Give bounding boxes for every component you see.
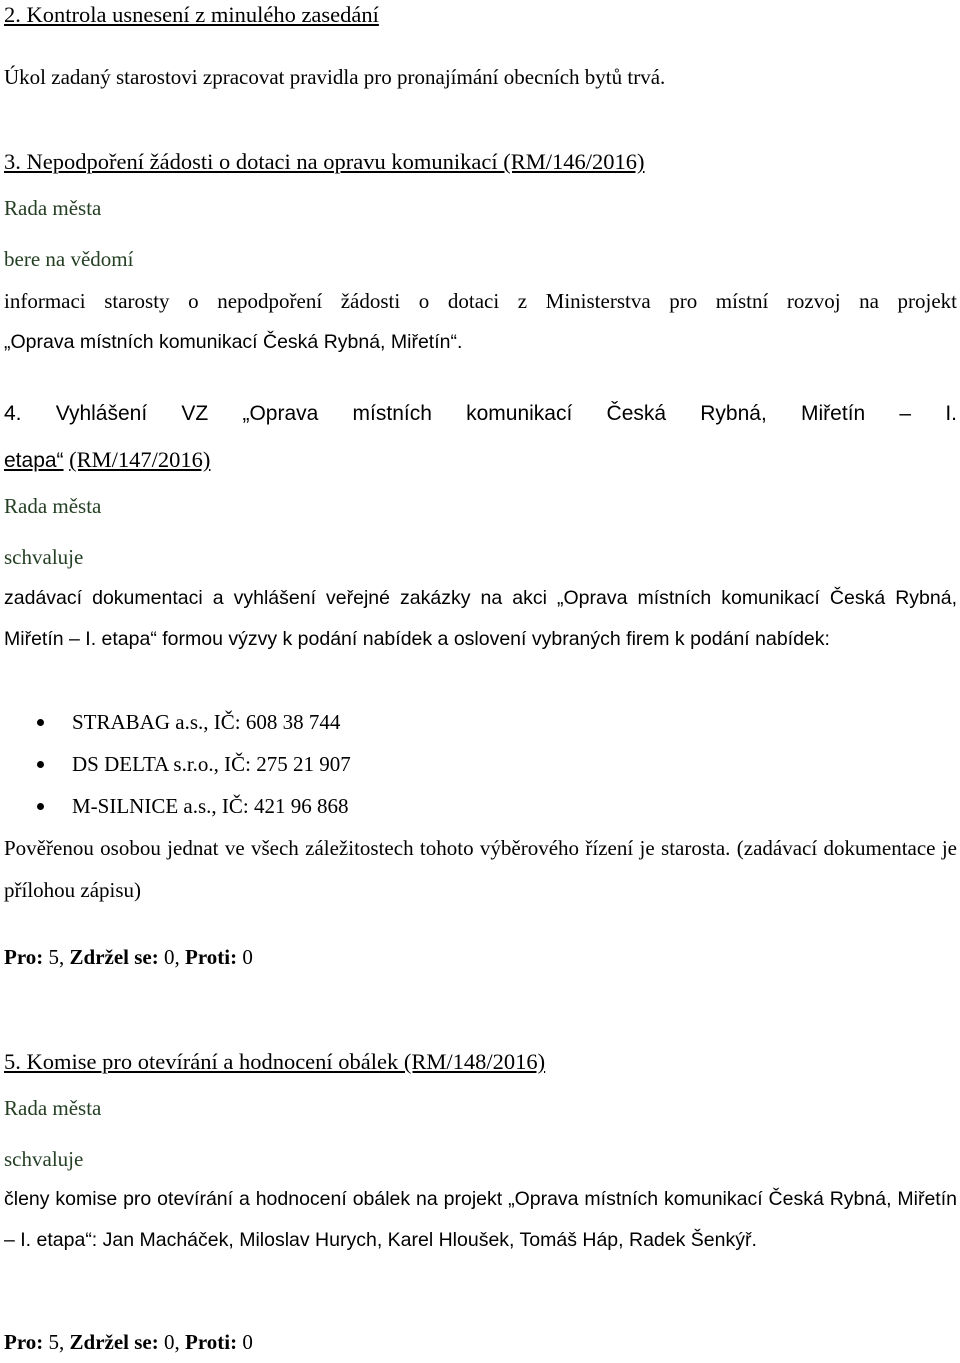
section-4-council: Rada města [4, 494, 102, 518]
bullet-icon [37, 761, 44, 768]
list-item [0, 701, 960, 743]
section-2-heading: 2. Kontrola usnesení z minulého zasedání [4, 2, 379, 27]
vote-pro-value: 5, [48, 945, 65, 969]
vote-against-label: Proti: [185, 945, 238, 969]
section-4-heading-line-2 [4, 439, 957, 482]
list-item [0, 743, 960, 785]
section-3-action: bere na vědomí [4, 247, 134, 271]
section-5-vote [4, 1321, 957, 1363]
firm-2: DS DELTA s.r.o., IČ: 275 21 907 [72, 752, 351, 776]
section-5-text: členy komise pro otevírání a hodnocení obálek na projekt „Oprava místních komunikací Česká Rybná, Miřetín – I. etapa“: Jan Macháček, Miloslav Hurych, Karel Hloušek, Tomáš Háp, Radek Šenkýř. [4, 1188, 957, 1251]
section-4-note: Pověřenou osobou jednat ve všech záležitostech tohoto výběrového řízení je starosta. (zadávací dokumentace je přílohou zápisu) [4, 836, 957, 902]
vote-abstain-label: Zdržel se: [69, 1330, 159, 1354]
section-4-heading-line-1 [4, 392, 957, 435]
section-5-action: schvaluje [4, 1147, 84, 1171]
section-5-heading: 5. Komise pro otevírání a hodnocení obálek (RM/148/2016) [4, 1049, 546, 1074]
vote-against-value: 0 [242, 1330, 253, 1354]
vote-abstain-value: 0, [164, 945, 180, 969]
vote-against-value: 0 [242, 945, 253, 969]
section-4-text: zadávací dokumentaci a vyhlášení veřejné zakázky na akci „Oprava místních komunikací Česká Rybná, Miřetín – I. etapa“ formou výzvy k podání nabídek a oslovení vybraných firem k podání nabídek: [4, 587, 957, 650]
list-item [0, 785, 960, 827]
section-3-text-line-2: „Oprava místních komunikací Česká Rybná, Miřetín“. [4, 331, 463, 353]
bullet-icon [37, 803, 44, 810]
section-4-heading-1: 4. Vyhlášení VZ „Oprava místních komunikací Česká Rybná, Miřetín – I. [4, 402, 957, 425]
vote-pro-label: Pro: [4, 1330, 44, 1354]
vote-pro-value: 5, [48, 1330, 65, 1354]
section-4-vote [4, 936, 957, 978]
bullet-icon [37, 719, 44, 726]
vote-against-label: Proti: [185, 1330, 238, 1354]
vote-abstain-label: Zdržel se: [69, 945, 159, 969]
firm-1: STRABAG a.s., IČ: 608 38 744 [72, 710, 341, 734]
vote-pro-label: Pro: [4, 945, 44, 969]
section-3-text-1: informaci starosty o nepodpoření žádosti o dotaci z Ministerstva pro místní rozvoj na projekt [4, 289, 957, 313]
section-3-heading: 3. Nepodpoření žádosti o dotaci na opravu komunikací (RM/146/2016) [4, 149, 645, 174]
section-4-action: schvaluje [4, 545, 84, 569]
section-2-text: Úkol zadaný starostovi zpracovat pravidla pro pronajímání obecních bytů trvá. [4, 65, 666, 89]
section-4-heading-2b: (RM/147/2016) [69, 447, 211, 472]
section-4-heading-2a: etapa“ [4, 449, 64, 472]
section-3-council: Rada města [4, 196, 102, 220]
firm-3: M-SILNICE a.s., IČ: 421 96 868 [72, 794, 349, 818]
section-5-council: Rada města [4, 1096, 102, 1120]
firm-list [0, 701, 960, 827]
vote-abstain-value: 0, [164, 1330, 180, 1354]
section-3-text-line-1 [4, 280, 957, 322]
